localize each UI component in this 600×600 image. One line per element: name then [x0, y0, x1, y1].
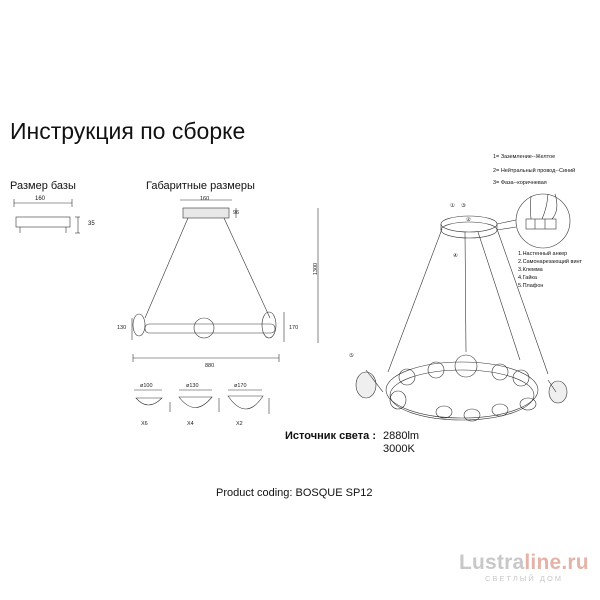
parts-item-3: 3.Клемма: [518, 267, 543, 273]
shade-drawings: [134, 390, 269, 414]
shade-1-diameter: ø100: [140, 383, 153, 389]
canopy-width-label: 160: [200, 196, 210, 202]
watermark-brand-main: Lustra: [459, 551, 525, 574]
parts-item-2: 2.Самонарезающий винт: [518, 259, 583, 265]
total-width-label: 880: [205, 363, 215, 369]
page-title: Инструкция по сборке: [10, 118, 246, 144]
parts-item-1: 1.Настенный анкер: [518, 251, 568, 257]
light-source-label: Источник света :: [285, 430, 376, 442]
overall-drawing: [132, 200, 318, 362]
product-coding: Product coding: BOSQUE SP12: [216, 487, 373, 499]
base-height-label: 35: [88, 221, 95, 227]
right-height-label: 170: [289, 325, 299, 331]
callout-3: ③: [461, 203, 466, 209]
callout-5: ⑤: [349, 353, 354, 359]
wiring-2-num: 2=: [493, 168, 500, 174]
watermark-subtitle: СВЕТЛЫЙ ДОМ: [485, 574, 564, 583]
light-source-lumens: 2880lm: [383, 430, 420, 442]
canopy-height-label: 96: [233, 210, 240, 216]
wiring-1-text: Заземление--Желтое: [500, 154, 556, 160]
light-source-temperature: 3000K: [383, 443, 415, 455]
parts-item-4: 4.Гайка: [518, 275, 537, 281]
shade-2-diameter: ø130: [186, 383, 199, 389]
shade-3-qty: X2: [236, 421, 243, 427]
base-size-heading: Размер базы: [10, 180, 76, 192]
shade-1-qty: X6: [141, 421, 148, 427]
shade-2-qty: X4: [187, 421, 194, 427]
overall-size-heading: Габаритные размеры: [146, 180, 255, 192]
total-height-label: 1300: [313, 262, 320, 276]
callout-1: ①: [450, 203, 455, 209]
left-height-label: 130: [117, 325, 127, 331]
wiring-3-text: Фаза--коричневая: [500, 180, 547, 186]
wiring-1-num: 1=: [493, 154, 500, 160]
shade-3-diameter: ø170: [234, 383, 247, 389]
callout-4: ④: [453, 253, 458, 259]
base-width-label: 160: [35, 196, 46, 202]
wiring-zoom: [497, 194, 570, 248]
wiring-3-num: 3=: [493, 180, 500, 186]
base-drawing: [14, 199, 80, 233]
wiring-2-text: Нейтральный провод--Синий: [500, 168, 576, 174]
parts-item-5: 5.Плафон: [518, 283, 544, 289]
callout-2: ②: [466, 217, 471, 223]
watermark-brand-accent: line.ru: [524, 551, 589, 574]
